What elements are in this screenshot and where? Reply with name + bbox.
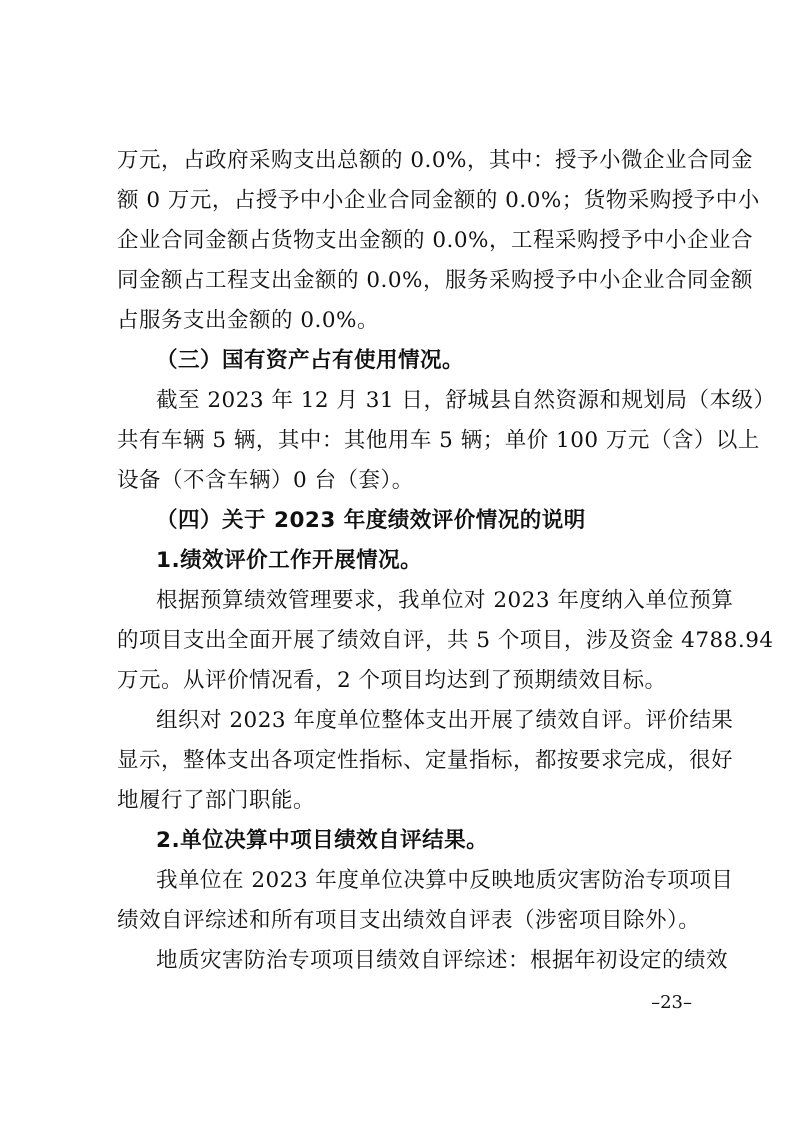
body-line: 同金额占工程支出金额的 0.0%，服务采购授予中小企业合同金额 bbox=[117, 268, 753, 293]
page-number: –23– bbox=[651, 992, 692, 1013]
subsection-heading-1: 1.绩效评价工作开展情况。 bbox=[156, 548, 423, 573]
body-line: 共有车辆 5 辆，其中：其他用车 5 辆；单价 100 万元（含）以上 bbox=[117, 428, 760, 453]
body-line: 万元，占政府采购支出总额的 0.0%，其中：授予小微企业合同金 bbox=[117, 148, 753, 173]
subsection-heading-2: 2.单位决算中项目绩效自评结果。 bbox=[156, 828, 489, 853]
body-line: 截至 2023 年 12 月 31 日，舒城县自然资源和规划局（本级） bbox=[156, 388, 776, 413]
body-line: 根据预算绩效管理要求，我单位对 2023 年度纳入单位预算 bbox=[156, 588, 734, 613]
body-line: 企业合同金额占货物支出金额的 0.0%，工程采购授予中小企业合 bbox=[117, 228, 753, 253]
section-heading-3: （三）国有资产占有使用情况。 bbox=[156, 348, 465, 373]
body-line: 占服务支出金额的 0.0%。 bbox=[117, 308, 379, 333]
body-line: 绩效自评综述和所有项目支出绩效自评表（涉密项目除外）。 bbox=[117, 908, 701, 933]
body-line: 我单位在 2023 年度单位决算中反映地质灾害防治专项项目 bbox=[156, 868, 734, 893]
body-line: 地质灾害防治专项项目绩效自评综述：根据年初设定的绩效 bbox=[156, 948, 729, 973]
body-line: 地履行了部门职能。 bbox=[117, 788, 316, 813]
body-line: 的项目支出全面开展了绩效自评，共 5 个项目，涉及资金 4788.94 bbox=[117, 628, 774, 653]
section-heading-4: （四）关于 2023 年度绩效评价情况的说明 bbox=[156, 508, 586, 533]
body-line: 设备（不含车辆）0 台（套）。 bbox=[117, 468, 414, 493]
body-line: 显示，整体支出各项定性指标、定量指标，都按要求完成，很好 bbox=[117, 748, 734, 773]
body-line: 额 0 万元，占授予中小企业合同金额的 0.0%；货物采购授予中小 bbox=[117, 188, 760, 213]
body-line: 组织对 2023 年度单位整体支出开展了绩效自评。评价结果 bbox=[156, 708, 734, 733]
body-line: 万元。从评价情况看，2 个项目均达到了预期绩效目标。 bbox=[117, 668, 667, 693]
